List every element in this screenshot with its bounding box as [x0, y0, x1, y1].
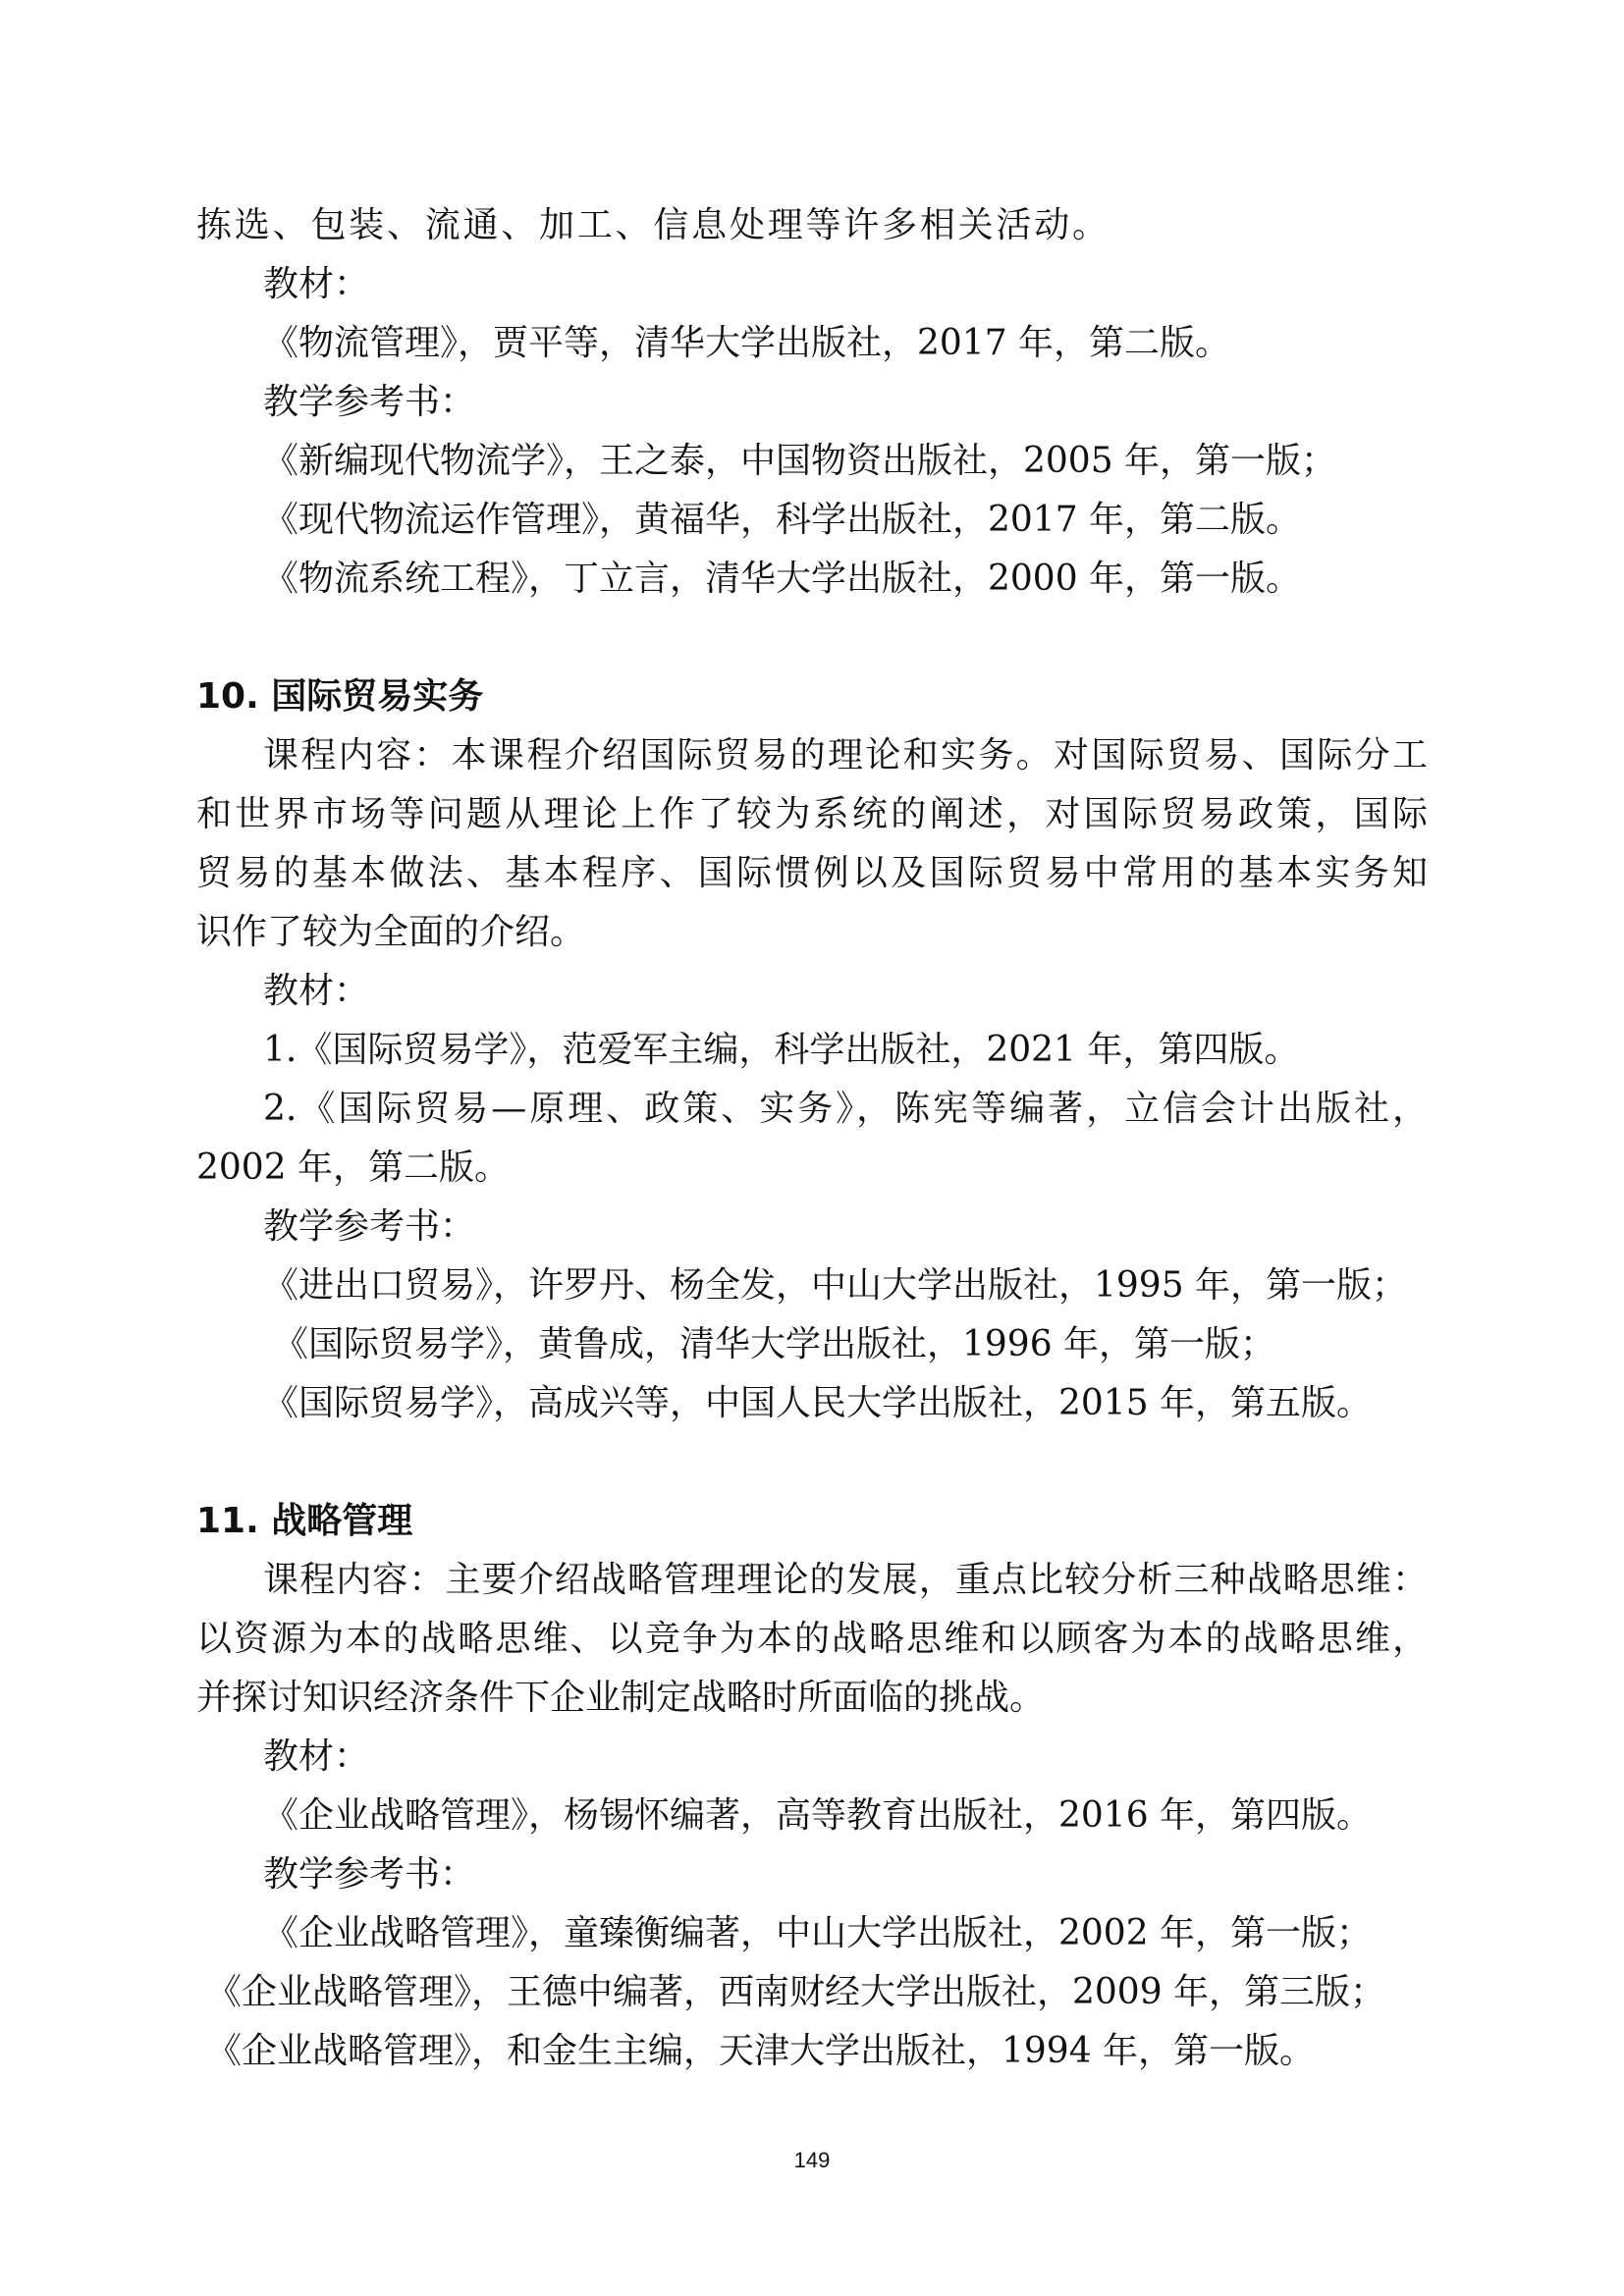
textbook-entry: 2.《国际贸易—原理、政策、实务》，陈宪等编著，立信会计出版社， [263, 1089, 1428, 1129]
textbook-entry-continuation: 2002 年，第二版。 [196, 1148, 511, 1188]
textbook-label: 教材： [263, 1736, 370, 1777]
textbook-entry: 1.《国际贸易学》，范爱军主编，科学出版社，2021 年，第四版。 [263, 1030, 1300, 1070]
reference-entry: 《企业战略管理》，和金生主编，天津大学出版社，1994 年，第一版。 [206, 2031, 1316, 2071]
course-content-line: 和世界市场等问题从理论上作了较为系统的阐述，对国际贸易政策，国际 [196, 794, 1428, 834]
reference-entry: 《新编现代物流学》，王之泰，中国物资出版社，2005 年，第一版； [263, 441, 1337, 481]
textbook-label: 教材： [263, 264, 370, 304]
course-content-line: 并探讨知识经济条件下企业制定战略时所面临的挑战。 [196, 1678, 1046, 1718]
reference-entry: 《物流系统工程》，丁立言，清华大学出版社，2000 年，第一版。 [263, 559, 1302, 599]
reference-label: 教学参考书： [263, 382, 476, 422]
course-content-line: 贸易的基本做法、基本程序、国际惯例以及国际贸易中常用的基本实务知 [196, 853, 1428, 893]
textbook-label: 教材： [263, 971, 370, 1011]
reference-label: 教学参考书： [263, 1854, 476, 1895]
textbook-entry: 《企业战略管理》，杨锡怀编著，高等教育出版社，2016 年，第四版。 [263, 1795, 1373, 1836]
reference-entry: 《企业战略管理》，童臻衡编著，中山大学出版社，2002 年，第一版； [263, 1913, 1373, 1953]
page-number: 149 [793, 2148, 831, 2172]
reference-entry: 《国际贸易学》，黄鲁成，清华大学出版社，1996 年，第一版； [273, 1324, 1276, 1364]
course-content-line: 以资源为本的战略思维、以竞争为本的战略思维和以顾客为本的战略思维， [196, 1619, 1428, 1659]
reference-entry: 《企业战略管理》，王德中编著，西南财经大学出版社，2009 年，第三版； [206, 1972, 1386, 2012]
section-heading: 11. 战略管理 [196, 1501, 413, 1541]
reference-entry: 《国际贸易学》，高成兴等，中国人民大学出版社，2015 年，第五版。 [263, 1383, 1373, 1423]
reference-entry: 《现代物流运作管理》，黄福华，科学出版社，2017 年，第二版。 [263, 500, 1302, 540]
course-content-line: 识作了较为全面的介绍。 [196, 912, 586, 952]
section-heading: 10. 国际贸易实务 [196, 676, 484, 717]
reference-entry: 《进出口贸易》，许罗丹、杨全发，中山大学出版社，1995 年，第一版； [263, 1265, 1408, 1306]
course-content-line: 课程内容：本课程介绍国际贸易的理论和实务。对国际贸易、国际分工 [263, 735, 1428, 775]
paragraph-continuation: 拣选、包装、流通、加工、信息处理等许多相关活动。 [196, 205, 1108, 245]
course-content-line: 课程内容：主要介绍战略管理理论的发展，重点比较分析三种战略思维： [263, 1560, 1428, 1600]
reference-label: 教学参考书： [263, 1206, 476, 1247]
textbook-entry: 《物流管理》，贾平等，清华大学出版社，2017 年，第二版。 [263, 323, 1231, 363]
